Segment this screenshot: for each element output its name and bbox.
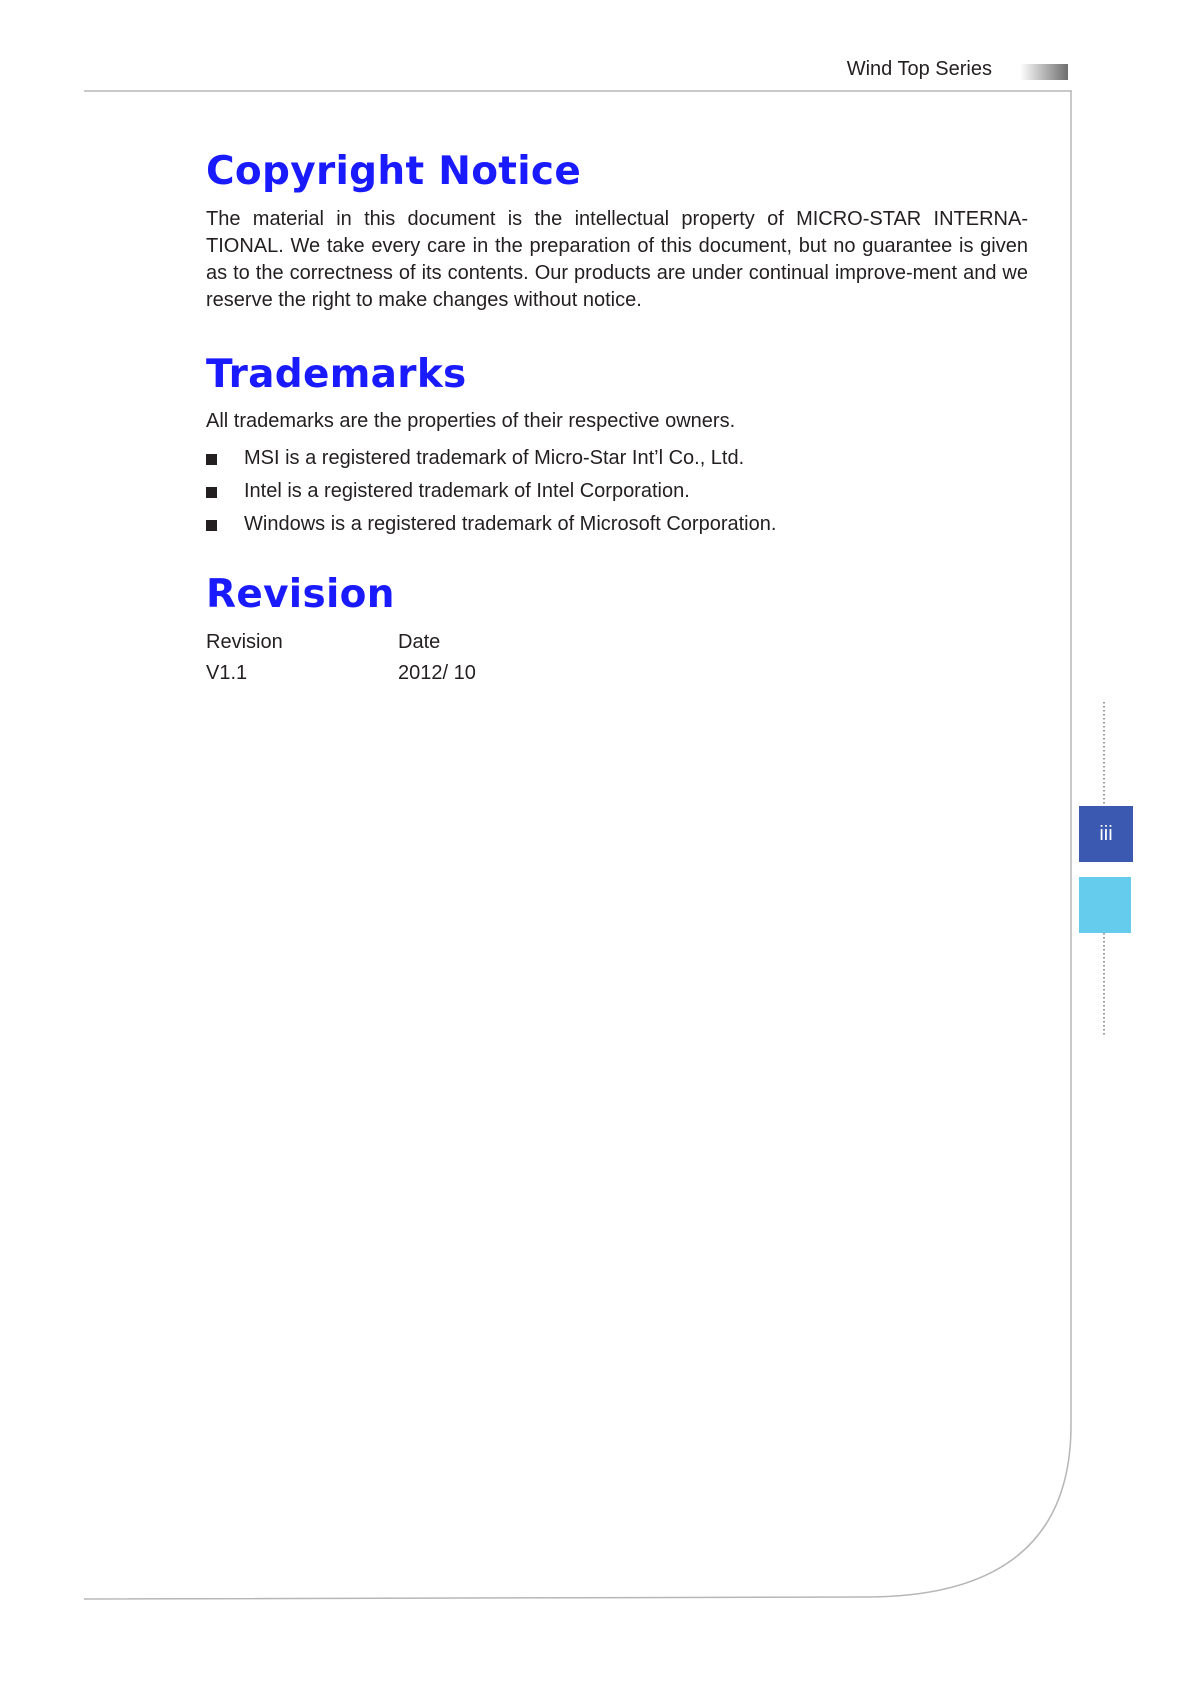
section-tab [1079, 877, 1131, 933]
trademarks-heading: Trademarks [206, 352, 467, 397]
copyright-heading: Copyright Notice [206, 149, 582, 194]
list-item-text: MSI is a registered trademark of Micro-Star Int’l Co., Ltd. [244, 447, 745, 469]
square-bullet-icon [206, 487, 217, 498]
series-title: Wind Top Series [846, 58, 992, 80]
revision-heading: Revision [206, 572, 395, 617]
copyright-paragraph: The material in this document is the intellectual property of MICRO-STAR INTERNA-TIONAL. We take every care in the preparation of this document, but no guarantee is given as to the correctness of its contents. Our products are under continual improve-ment and we reserve the right to make changes without notice. [206, 208, 1028, 311]
revision-cell: V1.1 [206, 662, 248, 684]
list-item-text: Windows is a registered trademark of Microsoft Corporation. [244, 513, 777, 535]
date-cell: 2012/ 10 [398, 662, 476, 684]
page-number-tab: iii [1079, 806, 1133, 862]
square-bullet-icon [206, 454, 217, 465]
list-item-text: Intel is a registered trademark of Intel Corporation. [244, 480, 690, 502]
trademarks-intro: All trademarks are the properties of their respective owners. [206, 410, 736, 432]
date-column-header: Date [398, 631, 441, 653]
series-gradient-bar [1020, 64, 1068, 80]
revision-column-header: Revision [206, 631, 283, 653]
square-bullet-icon [206, 520, 217, 531]
